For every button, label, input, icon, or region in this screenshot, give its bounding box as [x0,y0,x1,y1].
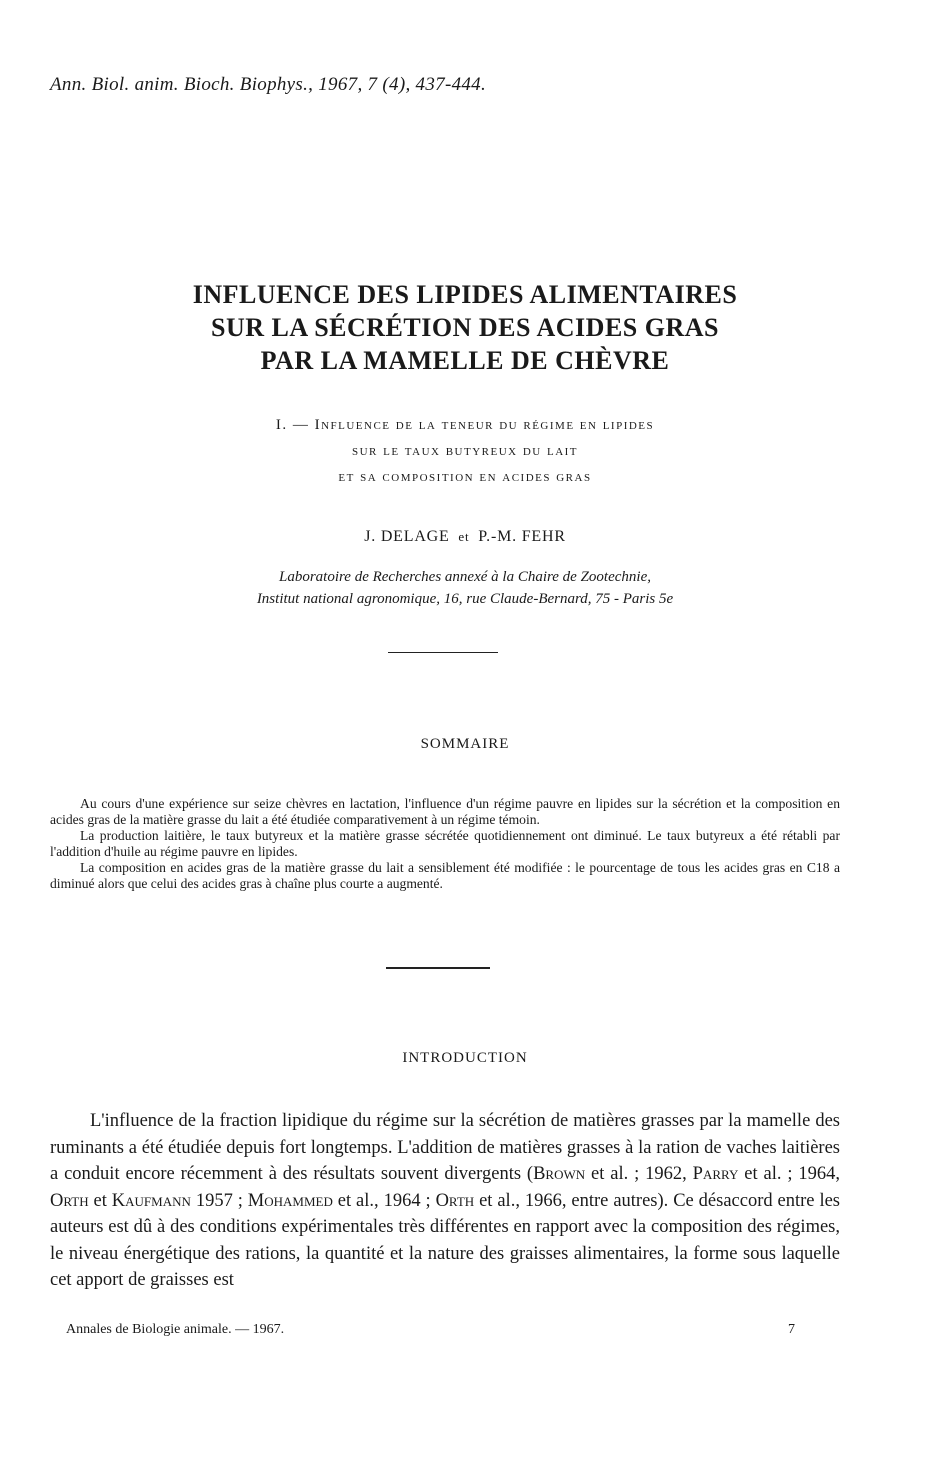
author-name: P.-M. FEHR [478,528,566,545]
affiliation-line: Institut national agronomique, 16, rue Claude-Bernard, 75 - Paris 5e [256,591,674,607]
intro-text: L'influence de la fraction lipidique du régime sur la sécrétion de matières grasses par la mamelle des ruminants a été étudiée depuis fort longtemps. L'addition de matières grasses à la ration de vaches laitières a conduit encore récemment à des résultats souvent divergents ( [50,1111,840,1184]
introduction-body [50,1108,840,1294]
citation-text: et al. ; 1962, [585,1164,693,1184]
introduction-heading: INTRODUCTION [402,1050,528,1066]
citation-author: Kaufmann [111,1190,191,1211]
intro-paragraph [50,1108,840,1294]
title-line: SUR LA SÉCRÉTION DES ACIDES GRAS [211,313,719,342]
affiliation [100,566,830,610]
citation-author: Orth [50,1190,89,1211]
subtitle-line: sur le taux butyreux du lait [351,443,579,459]
article-subtitle [120,412,810,490]
summary-paragraph: La composition en acides gras de la matière grasse du lait a sensiblement été modifiée : le pourcentage de tous les acides gras en C18 a diminué alors que celui des acides gras à chaîne plus courte a augmenté. [50,860,840,891]
sommaire-body [50,796,840,892]
citation-author: Orth [435,1190,475,1211]
citation-author: Mohammed [247,1190,333,1211]
citation-author: Brown [533,1164,586,1184]
citation-text: et al. ; 1964, [738,1164,841,1184]
title-line: PAR LA MAMELLE DE CHÈVRE [260,346,670,375]
intro-text: et al., 1966, entre autres). Ce désaccord entre les auteurs est dû à des conditions expérimentales très différentes en rapport avec la composition des régimes, le niveau énergétique des rations, la quantité et la nature des graisses alimentaires, la forme sous laquelle cet apport de graisses est [50,1190,840,1290]
affiliation-line: Laboratoire de Recherches annexé à la Chaire de Zootechnie, [279,569,651,585]
citation-text: 1957 ; [190,1190,248,1211]
citation-text: et al., 1964 ; [332,1190,436,1211]
journal-reference: Ann. Biol. anim. Bioch. Biophys., 1967, 7 (4), 437-444. [50,74,487,95]
page-number: 7 [788,1322,795,1337]
summary-paragraph: Au cours d'une expérience sur seize chèvres en lactation, l'influence d'un régime pauvre en lipides sur la sécrétion et la composition en acides gras de la matière grasse du lait a été étudiée comparativement à un régime témoin. [50,796,840,827]
article-title [100,278,830,377]
citation-text: et [88,1190,112,1211]
authors [100,528,830,546]
divider-rule [386,967,490,969]
footer-journal: Annales de Biologie animale. — 1967. [66,1322,285,1337]
subtitle-line: et sa composition en acides gras [338,469,592,485]
subtitle-line: I. — Influence de la teneur du régime en lipides [275,417,655,433]
citation-author: Parry [692,1164,739,1184]
sommaire-heading: SOMMAIRE [420,736,510,752]
author-separator: et [458,529,470,544]
title-line: INFLUENCE DES LIPIDES ALIMENTAIRES [192,280,738,309]
divider-rule [388,652,498,653]
author-name: J. DELAGE [364,528,450,545]
summary-paragraph: La production laitière, le taux butyreux et la matière grasse sécrétée quotidiennement ont diminué. Le taux butyreux a été rétabli par l'addition d'huile au régime pauvre en lipides. [50,828,840,859]
